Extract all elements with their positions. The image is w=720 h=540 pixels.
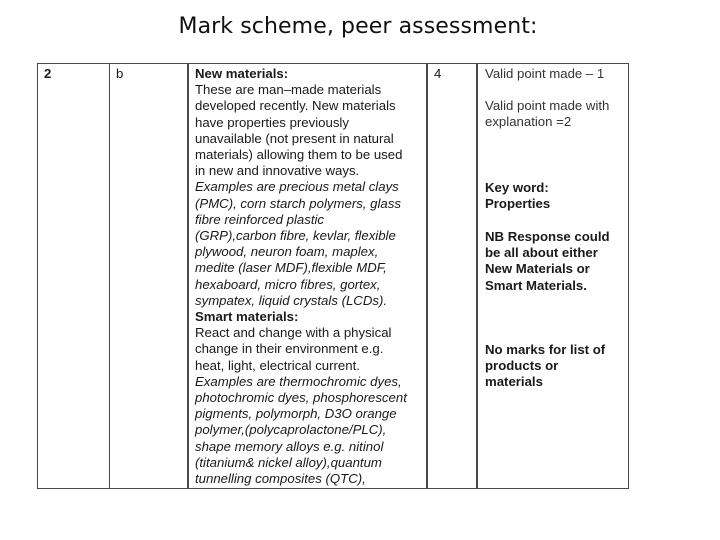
question-number: 2 [44,66,52,81]
smart-description-line: React and change with a physical [195,325,392,341]
new-description-line: unavailable (not present in natural [195,130,394,146]
guidance-no-marks [485,342,628,391]
new-examples-line: medite (laser MDF),flexible MDF, [195,260,387,276]
question-number-cell [38,64,110,488]
marks-cell [427,64,477,488]
smart-examples-line: photochromic dyes, phosphorescent [195,390,407,406]
guidance-line: be all about either [485,245,598,261]
smart-examples-line: polymer,(polycaprolactone/PLC), [195,422,387,438]
guidance-line: Valid point made with [485,98,610,113]
smart-examples-line: pigments, polymorph, D3O orange [195,406,397,422]
smart-examples-line: (titanium& nickel alloy),quantum [195,454,382,470]
answer-cell [188,64,427,488]
guidance-nb-response [485,229,628,294]
smart-examples-line: Examples are thermochromic dyes, [195,373,402,389]
new-description-line: developed recently. New materials [195,98,396,114]
new-examples-line: sympatex, liquid crystals (LCDs). [195,292,387,308]
guidance-line: Properties [485,196,551,212]
new-examples-line: (GRP),carbon fibre, kevlar, flexible [195,228,396,244]
marks-value: 4 [434,66,442,81]
guidance-line: No marks for list of [485,342,606,357]
guidance-line: Smart Materials. [485,277,587,293]
smart-examples-line: shape memory alloys e.g. nitinol [195,438,384,454]
new-description-line: materials) allowing them to be used [195,147,403,163]
guidance-line: explanation =2 [485,114,572,130]
guidance-line: Valid point made – 1 [485,66,605,81]
new-description-line: These are man–made materials [195,82,382,98]
page-title: Mark scheme, peer assessment: [178,14,538,39]
question-part-cell [110,64,188,488]
new-examples-line: Examples are precious metal clays [195,179,399,195]
guidance-line: New Materials or [485,261,590,277]
new-examples-line: fibre reinforced plastic [195,211,325,227]
new-examples-line: hexaboard, micro fibres, gortex, [195,276,381,292]
smart-description-line: heat, light, electrical current. [195,357,360,373]
mark-scheme-table [37,63,629,489]
guidance-valid-point [485,66,628,82]
new-description-line: have properties previously [195,114,349,130]
smart-materials-heading: Smart materials: [195,309,299,325]
guidance-line: Key word: [485,180,549,195]
guidance-line: materials [485,374,543,390]
new-materials-heading: New materials: [195,66,289,81]
smart-examples-line: tunnelling composites (QTC), [195,471,366,487]
guidance-key-word [485,180,628,212]
answer-text [195,66,422,487]
guidance-cell [477,64,629,488]
new-description-line: in new and innovative ways. [195,163,360,179]
guidance-valid-explanation [485,98,628,130]
guidance-line: products or [485,358,559,374]
guidance-line: NB Response could [485,229,610,244]
new-examples-line: plywood, neuron foam, maplex, [195,244,379,260]
smart-description-line: change in their environment e.g. [195,341,384,357]
question-part: b [116,66,124,81]
new-examples-line: (PMC), corn starch polymers, glass [195,195,401,211]
